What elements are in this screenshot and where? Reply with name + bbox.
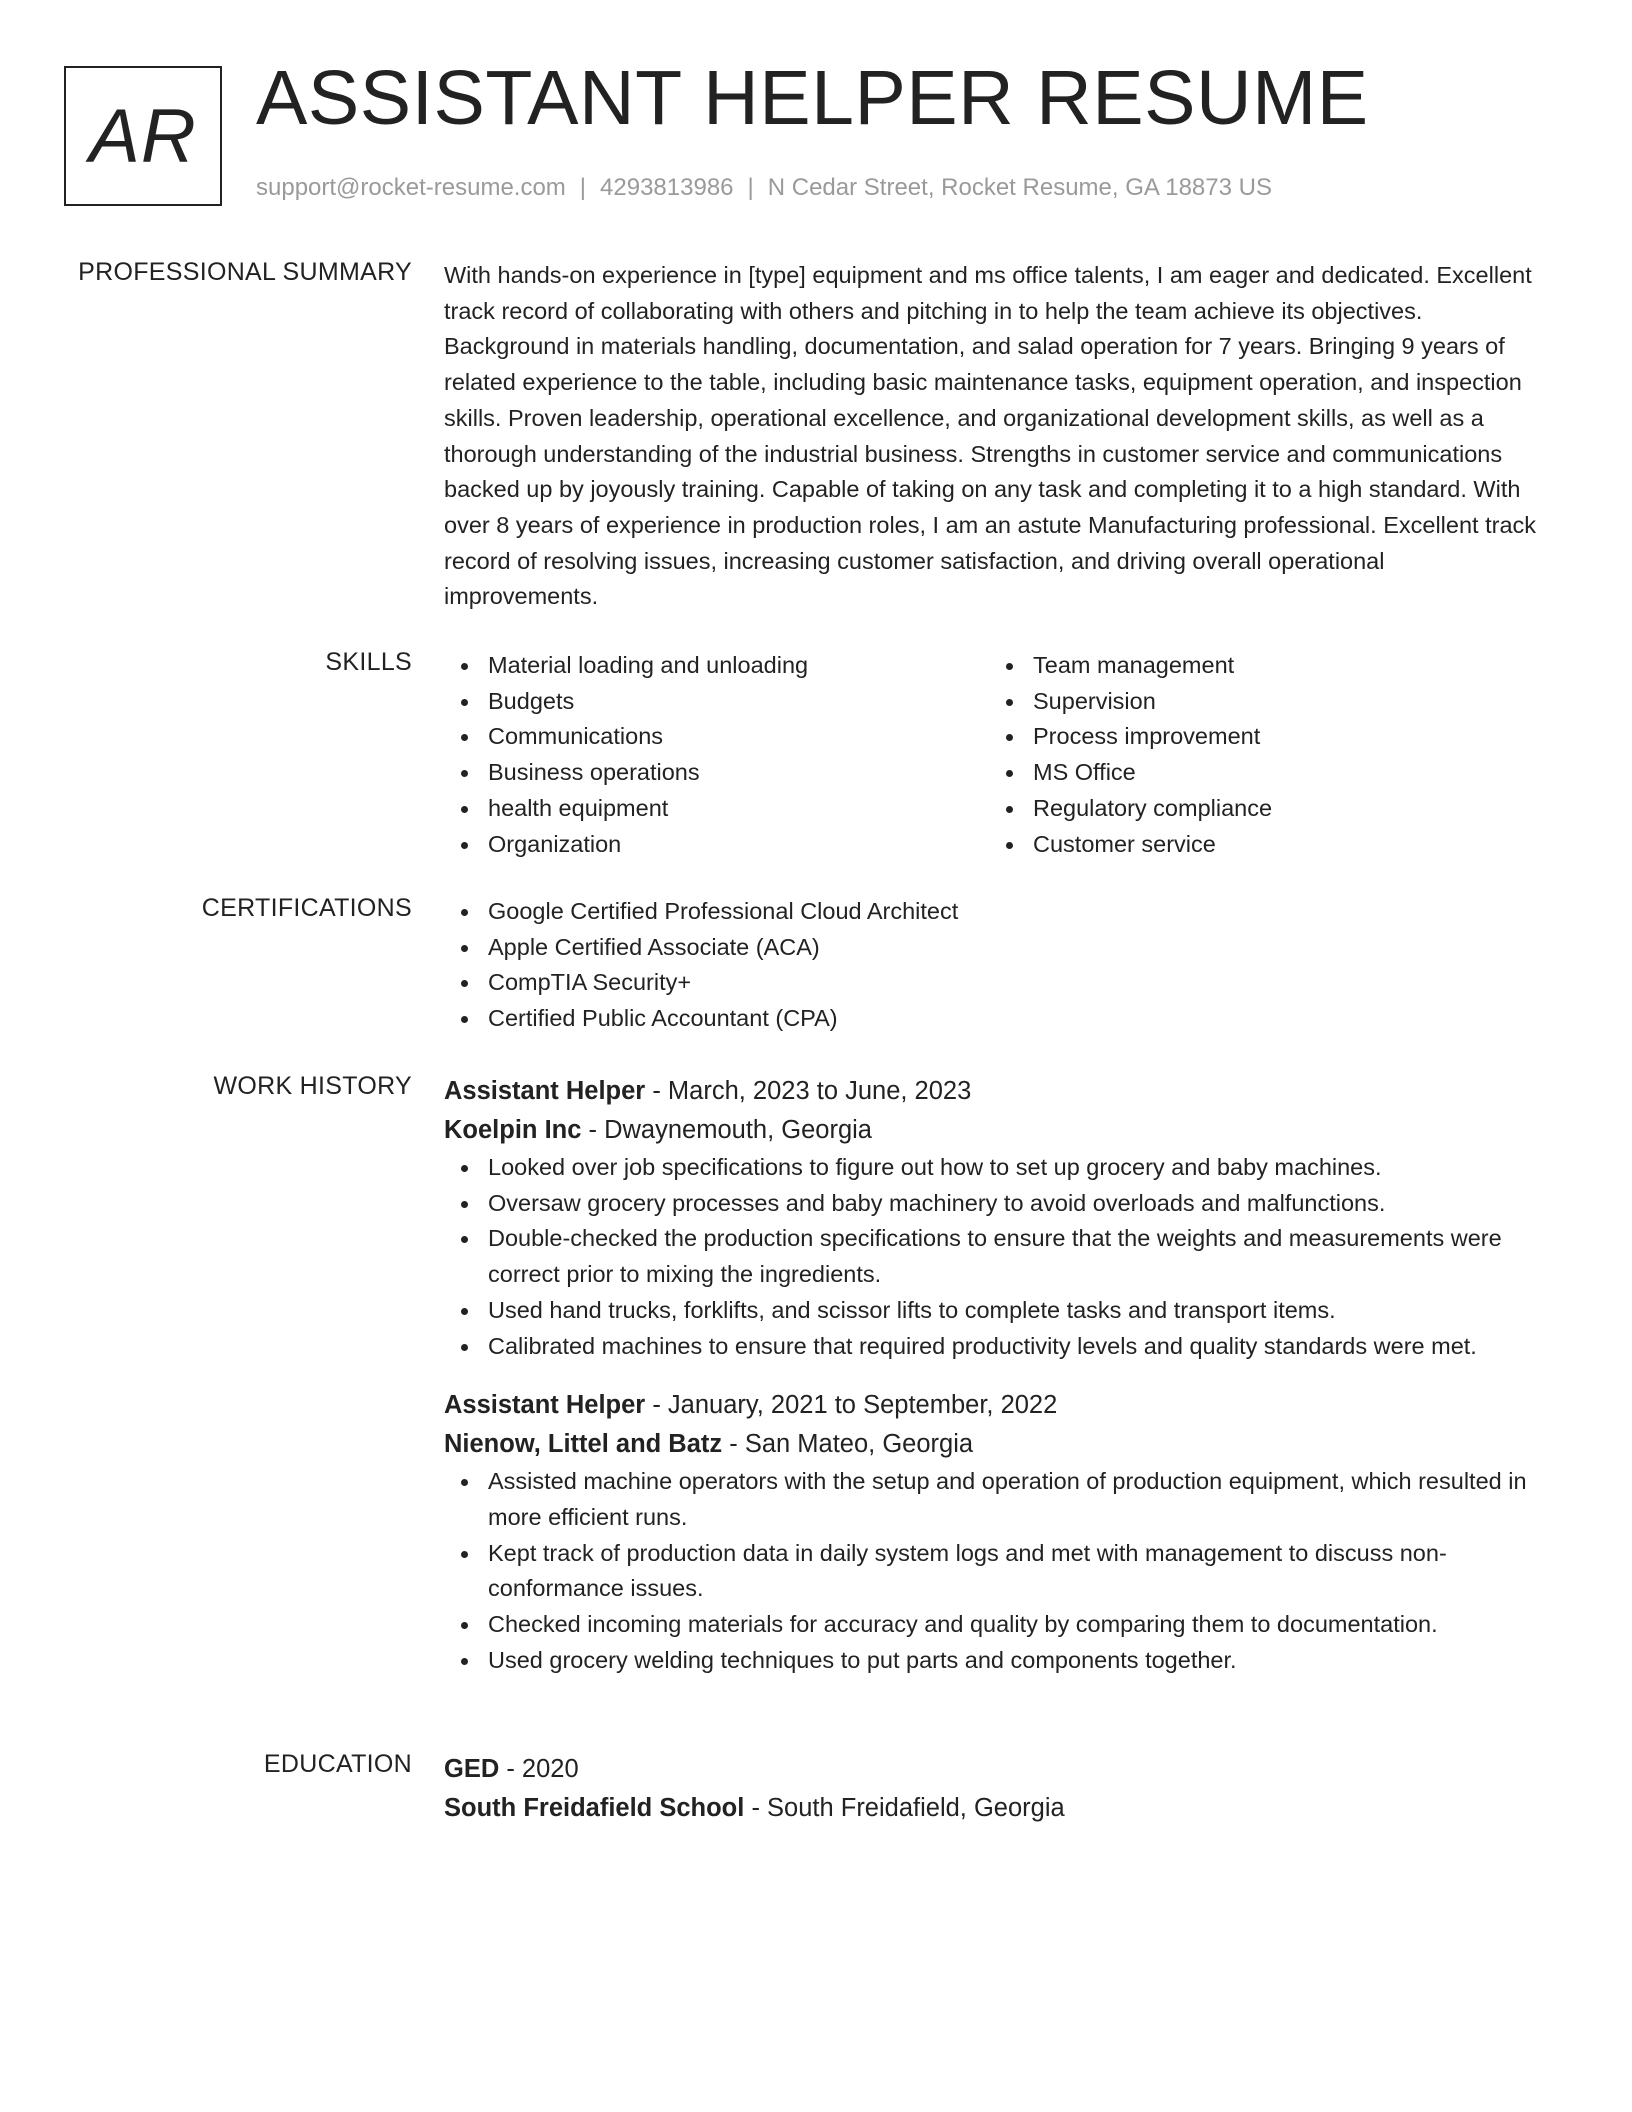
job-duties-list (444, 1464, 1544, 1678)
certifications-list (444, 894, 1544, 1037)
contact-phone: 4293813986 (600, 174, 734, 201)
skill-item: Regulatory compliance (989, 791, 1534, 827)
education-year: - 2020 (499, 1755, 579, 1783)
certification-item: Certified Public Accountant (CPA) (444, 1001, 1544, 1037)
certification-item: Apple Certified Associate (ACA) (444, 930, 1544, 966)
skill-item: health equipment (444, 791, 989, 827)
contact-separator: | (579, 174, 587, 201)
work-history-body (444, 1072, 1544, 1678)
job-company: Koelpin Inc (444, 1116, 582, 1144)
resume-title: ASSISTANT HELPER RESUME (256, 55, 1369, 141)
job-duty: Checked incoming materials for accuracy and quality by comparing them to documentation. (444, 1607, 1544, 1643)
job-title: Assistant Helper (444, 1391, 646, 1420)
contact-address: N Cedar Street, Rocket Resume, GA 18873 US (767, 174, 1272, 201)
job-duty: Calibrated machines to ensure that required productivity levels and quality standards were met. (444, 1329, 1544, 1365)
certification-item: Google Certified Professional Cloud Architect (444, 894, 1544, 930)
job-location: - San Mateo, Georgia (722, 1430, 974, 1459)
contact-line (256, 174, 1272, 202)
contact-email: support@rocket-resume.com (256, 174, 566, 201)
job-location: - Dwaynemouth, Georgia (581, 1116, 872, 1144)
skill-item: Communications (444, 719, 989, 755)
skills-body (444, 648, 1544, 862)
education-heading: EDUCATION (263, 1750, 412, 1778)
skills-heading: SKILLS (325, 648, 412, 676)
monogram-box (64, 66, 222, 206)
skill-item: Organization (444, 827, 989, 863)
education-location: - South Freidafield, Georgia (744, 1794, 1065, 1822)
summary-heading: PROFESSIONAL SUMMARY (78, 258, 412, 286)
work-history-heading: WORK HISTORY (213, 1072, 412, 1100)
job-duty: Used grocery welding techniques to put parts and components together. (444, 1643, 1544, 1679)
summary-body (444, 258, 1544, 615)
education-school-line (444, 1789, 1544, 1828)
education-school: South Freidafield School (444, 1794, 745, 1822)
job-duty: Double-checked the production specifications to ensure that the weights and measurements were correct prior to mixing the ingredients. (444, 1221, 1544, 1292)
job-entry (444, 1386, 1544, 1678)
job-duty: Looked over job specifications to figure out how to set up grocery and baby machines. (444, 1150, 1544, 1186)
monogram-initials: AR (89, 93, 197, 179)
skill-item: Process improvement (989, 719, 1534, 755)
skill-item: Budgets (444, 684, 989, 720)
skills-column-left (444, 648, 989, 862)
job-title-line (444, 1386, 1544, 1425)
skill-item: Supervision (989, 684, 1534, 720)
certification-item: CompTIA Security+ (444, 965, 1544, 1001)
summary-text: With hands-on experience in [type] equipment and ms office talents, I am eager and dedicated. Excellent track record of collaborating with others and pitching in to help the team achieve its objectives. Background in materials handling, documentation, and salad operation for 7 years. Bringing 9 years of related experience to the table, including basic maintenance tasks, equipment operation, and inspection skills. Proven leadership, operational excellence, and organizational development skills, as well as a thorough understanding of the industrial business. Strengths in customer service and communications backed up by joyously training. Capable of taking on any task and completing it to a high standard. With over 8 years of experience in production roles, I am an astute Manufacturing professional. Excellent track record of resolving issues, increasing customer satisfaction, and driving overall operational improvements. (444, 262, 1537, 610)
skill-item: MS Office (989, 755, 1534, 791)
skills-grid (444, 648, 1544, 862)
job-dates: - March, 2023 to June, 2023 (645, 1077, 972, 1105)
job-dates: - January, 2021 to September, 2022 (645, 1391, 1058, 1420)
skill-item: Material loading and unloading (444, 648, 989, 684)
certifications-heading: CERTIFICATIONS (201, 894, 412, 922)
contact-separator: | (747, 174, 754, 201)
skill-item: Customer service (989, 827, 1534, 863)
job-company-line (444, 1111, 1544, 1150)
job-company-line (444, 1425, 1544, 1464)
skill-item: Business operations (444, 755, 989, 791)
education-degree-line (444, 1750, 1544, 1789)
education-degree: GED (444, 1755, 500, 1783)
certifications-body (444, 894, 1544, 1037)
job-duty: Oversaw grocery processes and baby machinery to avoid overloads and malfunctions. (444, 1186, 1544, 1222)
job-duty: Assisted machine operators with the setup and operation of production equipment, which resulted in more efficient runs. (444, 1464, 1544, 1535)
skills-column-right (989, 648, 1534, 862)
education-body (444, 1750, 1544, 1828)
skills-list-left (444, 648, 989, 862)
job-entry (444, 1072, 1544, 1364)
skills-list-right (989, 648, 1534, 862)
job-company: Nienow, Littel and Batz (444, 1430, 723, 1459)
skill-item: Team management (989, 648, 1534, 684)
job-duty: Kept track of production data in daily system logs and met with management to discuss non-conformance issues. (444, 1536, 1544, 1607)
job-duty: Used hand trucks, forklifts, and scissor lifts to complete tasks and transport items. (444, 1293, 1544, 1329)
job-title: Assistant Helper (444, 1077, 646, 1105)
job-duties-list (444, 1150, 1544, 1364)
job-title-line (444, 1072, 1544, 1111)
